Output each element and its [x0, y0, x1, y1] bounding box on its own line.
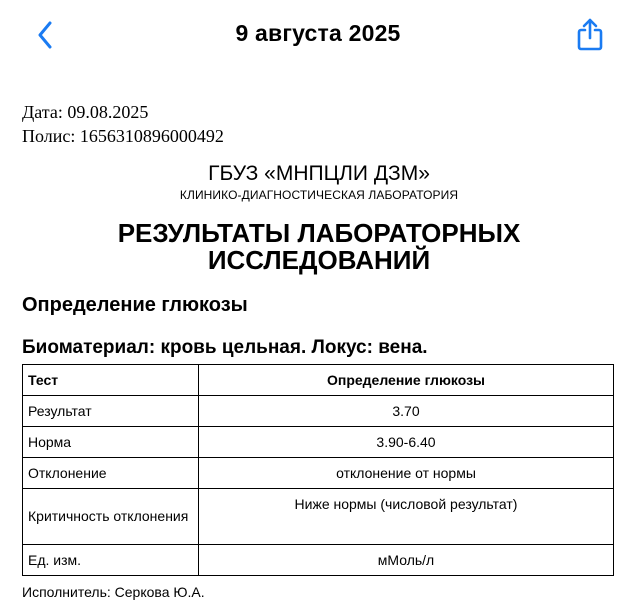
share-icon [575, 17, 605, 51]
row-value: отклонение от нормы [199, 458, 614, 489]
row-label: Отклонение [23, 458, 199, 489]
row-label: Результат [23, 396, 199, 427]
share-button[interactable] [572, 14, 608, 54]
organization-name: ГБУЗ «МНПЦЛИ ДЗМ» [208, 162, 430, 185]
table-row [23, 489, 614, 545]
row-value: 3.70 [199, 396, 614, 427]
table-header-value: Определение глюкозы [199, 365, 614, 396]
row-value: 3.90-6.40 [199, 427, 614, 458]
results-table [22, 364, 614, 576]
row-label: Ед. изм. [23, 545, 199, 576]
biomaterial-line: Биоматериал: кровь цельная. Локус: вена. [22, 337, 428, 358]
page-title: 9 августа 2025 [235, 20, 401, 46]
row-value: Ниже нормы (числовой результат) [199, 489, 614, 545]
row-label: Норма [23, 427, 199, 458]
report-title-line-1: РЕЗУЛЬТАТЫ ЛАБОРАТОРНЫХ [117, 218, 521, 248]
report-title [22, 220, 616, 274]
section-title: Определение глюкозы [22, 294, 248, 316]
date-line: Дата: 09.08.2025 [22, 102, 149, 122]
row-value: мМоль/л [199, 545, 614, 576]
organization-header [22, 162, 616, 202]
nav-bar [0, 0, 636, 72]
executor-line: Исполнитель: Серкова Ю.А. [22, 584, 205, 600]
table-row [23, 458, 614, 489]
table-row [23, 396, 614, 427]
table-header-test: Тест [23, 365, 199, 396]
table-header-row [23, 365, 614, 396]
report-title-line-2: ИССЛЕДОВАНИЙ [207, 245, 431, 275]
row-label: Критичность отклонения [23, 489, 199, 545]
policy-line: Полис: 1656310896000492 [22, 126, 224, 146]
table-row [23, 545, 614, 576]
lab-report-document [22, 100, 616, 600]
organization-subtitle: КЛИНИКО-ДИАГНОСТИЧЕСКАЯ ЛАБОРАТОРИЯ [179, 188, 459, 202]
table-row [23, 427, 614, 458]
